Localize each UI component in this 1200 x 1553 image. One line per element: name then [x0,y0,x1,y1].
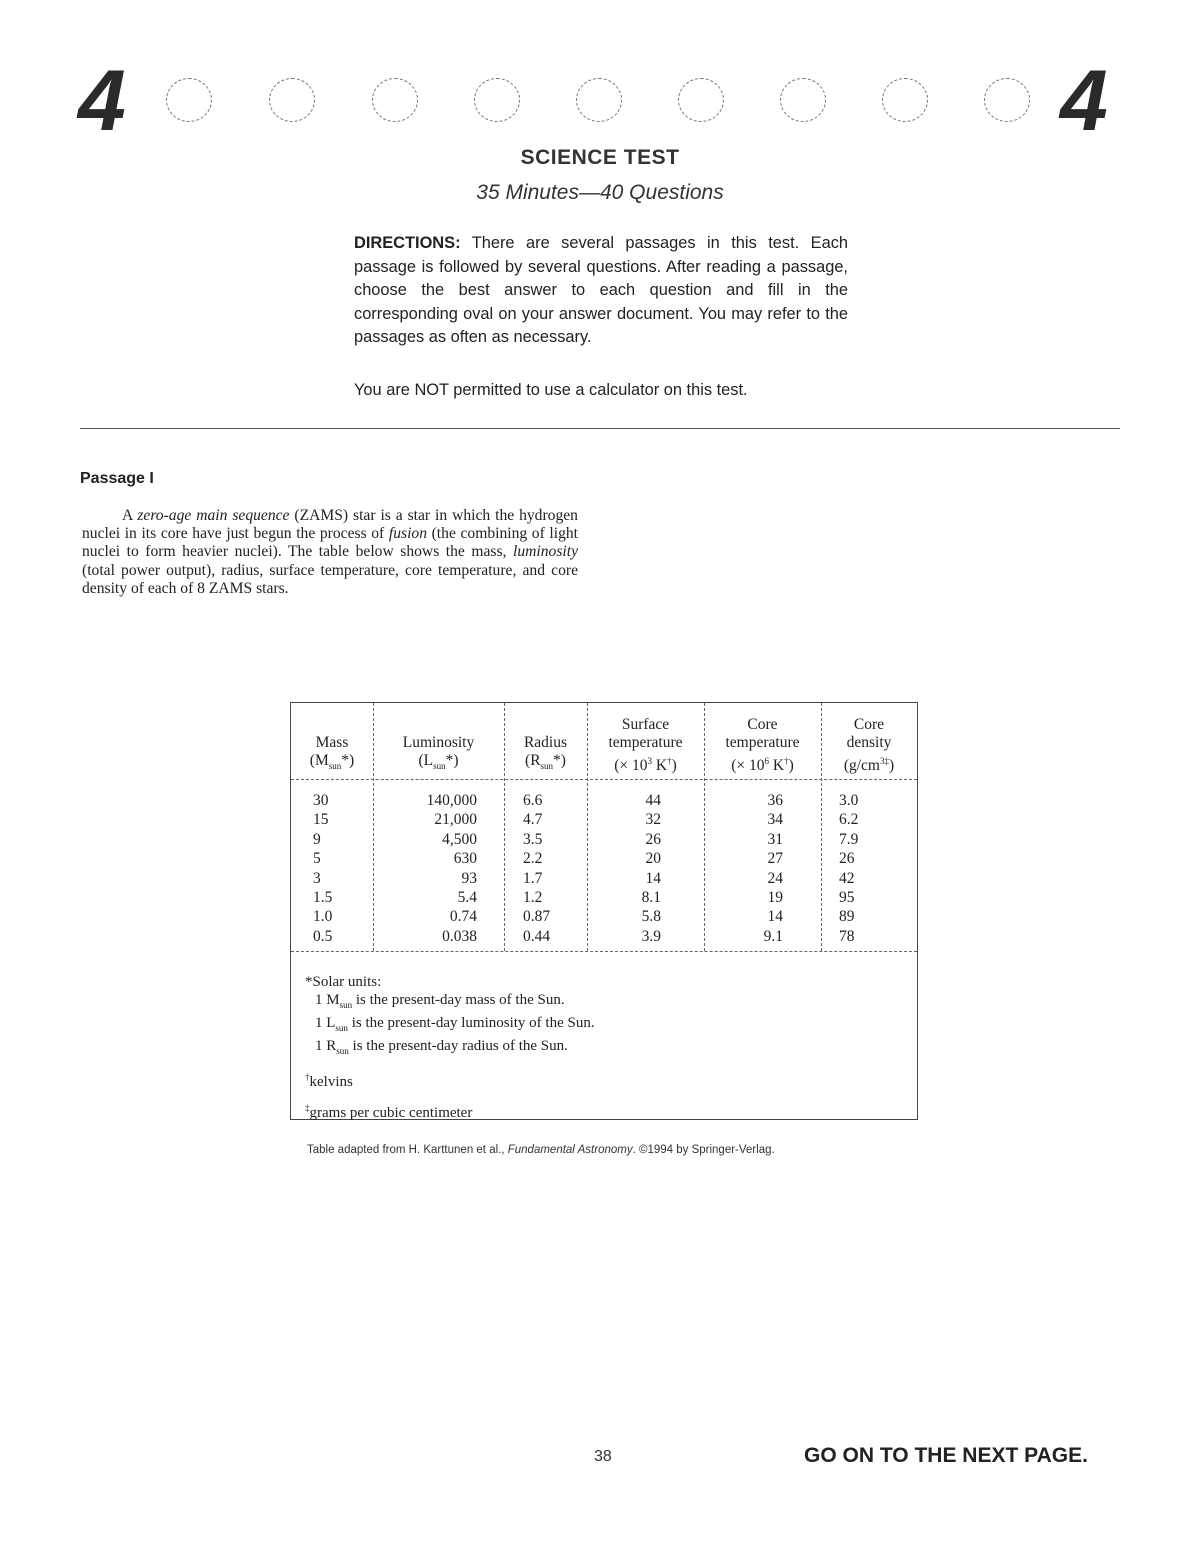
table-cell-core-density: 89 [839,908,855,926]
table-cell-surface-temperature: 20 [645,850,661,868]
section-number-left: 4 [78,53,124,149]
passage-text: A zero-age main sequence (ZAMS) star is a star in which the hydrogen nuclei in its core have just begun the process of fusion (the combining of light nuclei to form heavier nuclei). The table below shows the mass, luminosity (total power output), radius, surface temperature, core temperature, and core density of each of 8 ZAMS stars. [82,507,578,597]
decorative-oval [984,78,1030,122]
header-mass: Mass $(M_{sun}*)$ [309,733,355,771]
table-cell-radius: 4.7 [523,811,543,829]
go-on-next-page: GO ON TO THE NEXT PAGE. [804,1444,1088,1467]
table-cell-radius: 3.5 [523,830,543,848]
table-cell-core-temperature: 14 [767,908,783,926]
table-cell-core-temperature: 27 [767,850,783,868]
table-cell-luminosity: 4,500 [442,830,477,848]
table-cell-core-density: 42 [839,869,855,887]
table-cell-mass: 0.5 [313,927,333,945]
column-core-density [839,791,889,946]
table-cell-mass: 1.0 [313,908,333,926]
decorative-oval-row [0,78,1200,128]
table-cell-luminosity: 21,000 [434,811,477,829]
decorative-oval [166,78,212,122]
column-luminosity [383,791,477,946]
table-cell-luminosity: 93 [461,869,477,887]
table-cell-luminosity: 0.74 [449,908,477,926]
footnote-grams: ‡grams per cubic centimeter [305,1103,473,1121]
table-cell-core-density: 26 [839,850,855,868]
table-cell-surface-temperature: 8.1 [641,889,661,907]
header-luminosity: Luminosity $(L_{sun}*)$ [402,733,475,771]
table-cell-mass: 15 [313,811,329,829]
table-cell-mass: 5 [313,850,321,868]
table-cell-mass: 9 [313,830,321,848]
header-core-density: Core density $(g/cm^{3\ddagger})$ [843,715,895,774]
calculator-note: You are NOT permitted to use a calculator on this test. [354,381,748,399]
table-cell-radius: 0.44 [523,927,551,945]
decorative-oval [269,78,315,122]
decorative-oval [678,78,724,122]
table-cell-luminosity: 630 [453,850,477,868]
decorative-oval [780,78,826,122]
table-cell-radius: 6.6 [523,792,543,809]
footnote-r-sun: 1 $R_{sun}$ is the present-day radius of the Sun. [315,1038,568,1056]
column-surface-temperature [611,791,661,946]
table-cell-surface-temperature: 5.8 [641,908,661,926]
test-subtitle: 35 Minutes—40 Questions [476,181,724,204]
table-cell-mass: 3 [313,869,321,887]
directions-block [354,232,848,350]
decorative-oval [474,78,520,122]
table-cell-core-density: 78 [839,927,855,945]
table-cell-mass: 30 [313,792,329,809]
table-cell-core-density: 3.0 [839,792,859,809]
table-cell-core-temperature: 19 [767,889,783,907]
table-cell-radius: 0.87 [523,908,551,926]
header-core-temperature: Core temperature (× $10^6$ K†) [725,715,800,774]
table-cell-radius: 1.7 [523,869,543,887]
passage-title: Passage I [80,470,154,487]
directions-text: There are several passages in this test. Each passage is followed by several questions. After reading a passage, choose the best answer to each question and fill in the corresponding oval on your answer document. You may refer to the passages as often as necessary. [354,234,849,347]
table-cell-core-temperature: 24 [767,869,783,887]
section-number-right: 4 [1060,53,1106,149]
term-zams: zero-age main sequence [137,507,290,524]
table-cell-core-temperature: 9.1 [763,927,783,945]
table-cell-surface-temperature: 14 [645,869,661,887]
table-cell-core-temperature: 34 [767,811,783,829]
table-cell-mass: 1.5 [313,889,333,907]
column-radius [523,791,563,946]
table-credit: Table adapted from H. Karttunen et al., Fundamental Astronomy. ©1994 by Springer-Verlag. [307,1144,775,1156]
table-cell-core-density: 6.2 [839,811,859,829]
page-number: 38 [594,1448,612,1465]
term-fusion: fusion [388,525,427,543]
directions-label: DIRECTIONS: [354,234,461,252]
column-mass [313,791,353,946]
footnote-l-sun: 1 $L_{sun}$ is the present-day luminosity of the Sun. [315,1015,595,1033]
section-divider [80,428,1120,429]
table-cell-surface-temperature: 44 [645,792,661,809]
table-cell-surface-temperature: 32 [645,811,661,829]
footnote-m-sun: 1 $M_{sun}$ is the present-day mass of the Sun. [315,992,565,1010]
table-cell-luminosity: 5.4 [457,889,477,907]
table-cell-radius: 2.2 [523,850,543,868]
decorative-oval [576,78,622,122]
decorative-oval [882,78,928,122]
table-cell-luminosity: 0.038 [442,927,477,945]
footnote-kelvins: †kelvins [305,1072,353,1090]
table-footnotes [305,973,905,1122]
header-surface-temperature: Surface temperature (× $10^3$ K†) [608,715,683,774]
table-cell-core-density: 7.9 [839,830,859,848]
column-core-temperature [731,791,783,946]
table-cell-core-density: 95 [839,889,855,907]
test-title: SCIENCE TEST [520,146,680,169]
table-cell-core-temperature: 36 [767,792,783,809]
header-radius: Radius $(R_{sun}*)$ [523,733,568,771]
table-cell-luminosity: 140,000 [426,792,477,809]
footnote-solar-units: *Solar units: [305,974,382,990]
table-cell-surface-temperature: 26 [645,830,661,848]
zams-star-table [290,702,918,1120]
table-cell-surface-temperature: 3.9 [641,927,661,945]
table-cell-radius: 1.2 [523,889,543,907]
table-cell-core-temperature: 31 [767,830,783,848]
decorative-oval [372,78,418,122]
term-luminosity: luminosity [513,543,578,561]
